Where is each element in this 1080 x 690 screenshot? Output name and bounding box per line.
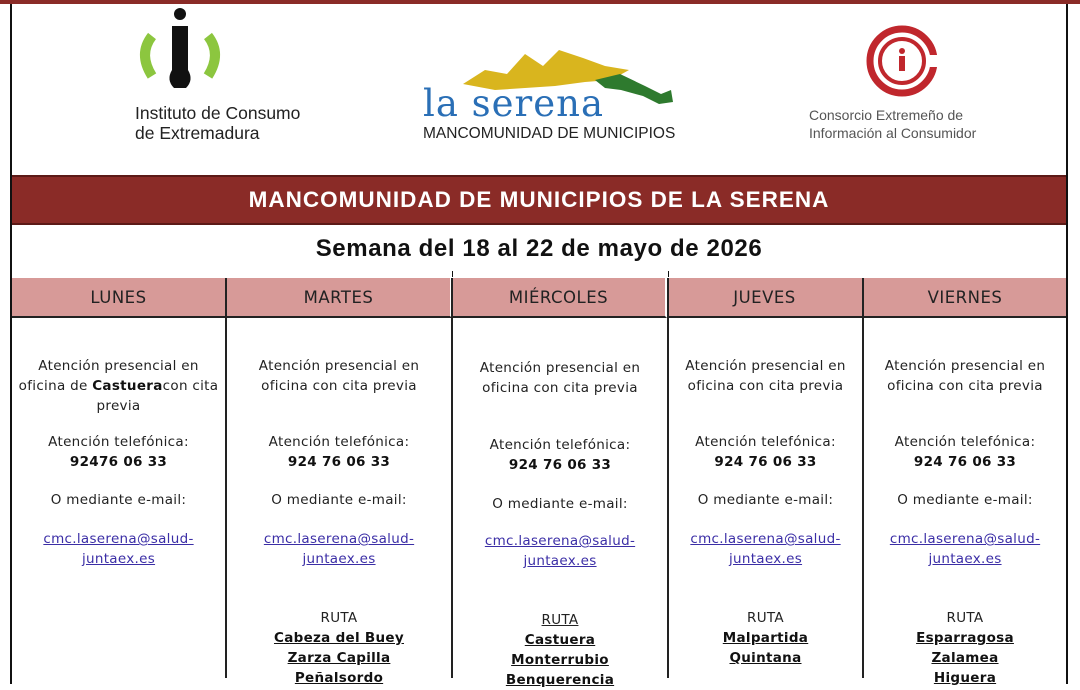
logo-right-line2: Información al Consumidor (809, 125, 977, 141)
ruta-block (669, 608, 862, 668)
ruta-town: Monterrubio (511, 652, 609, 668)
ruta-block (864, 608, 1066, 688)
presencial-text: Atención presencial en oficina con cita previa (479, 360, 641, 396)
divider-tick (452, 271, 453, 277)
week-heading: Semana del 18 al 22 de mayo de 2026 (315, 235, 763, 262)
day-header-miercoles: MIÉRCOLES (452, 278, 667, 318)
phone-number: 924 76 06 33 (508, 457, 612, 473)
email-link[interactable]: cmc.laserena@salud- juntaex.es (263, 531, 415, 567)
title-banner: MANCOMUNIDAD DE MUNICIPIOS DE LA SERENA (12, 175, 1066, 225)
logo-la-serena (415, 40, 685, 145)
logo-center-name: la serena (423, 82, 605, 125)
ruta-town: Esparragosa (916, 630, 1014, 646)
mail-label: O mediante e-mail: (50, 492, 187, 508)
day-header-lunes: LUNES (12, 278, 227, 318)
ruta-block (453, 610, 667, 690)
mail-label: O mediante e-mail: (897, 492, 1033, 508)
logo-consorcio (800, 25, 1010, 145)
day-header-viernes: VIERNES (864, 278, 1066, 318)
mail-label: O mediante e-mail: (271, 492, 407, 508)
info-circle-icon (862, 25, 942, 105)
presencial-text: Atención presencial en oficina con cita previa (685, 358, 846, 394)
logo-left-line2: de Extremadura (135, 123, 260, 143)
ruta-town: Peñalsordo (294, 670, 384, 686)
ruta-label: RUTA (320, 610, 358, 626)
email-link[interactable]: cmc.laserena@salud- juntaex.es (889, 531, 1041, 567)
mail-label: O mediante e-mail: (492, 496, 628, 512)
day-header-martes: MARTES (227, 278, 452, 318)
mail-label: O mediante e-mail: (697, 492, 834, 508)
logo-instituto-consumo (130, 6, 330, 146)
phone-number: 924 76 06 33 (714, 454, 817, 470)
logo-center-subtitle: MANCOMUNIDAD DE MUNICIPIOS (423, 125, 676, 142)
ruta-town: Higuera (933, 670, 997, 686)
logo-right-line1: Consorcio Extremeño de (809, 107, 964, 123)
ruta-town: Zalamea (931, 650, 999, 666)
divider-tick (668, 271, 669, 277)
ruta-town: Zarza Capilla (287, 650, 391, 666)
ruta-town: Benquerencia (505, 672, 615, 688)
ruta-town: Cabeza del Buey (273, 630, 404, 646)
email-link[interactable]: cmc.laserena@salud- juntaex.es (690, 531, 841, 567)
email-link[interactable]: cmc.laserena@salud- juntaex.es (484, 533, 636, 569)
ruta-town: Castuera (524, 632, 596, 648)
phone-block: Atención telefónica: 924 76 06 33 (453, 435, 667, 475)
ruta-label: RUTA (747, 610, 784, 626)
ruta-label: RUTA (946, 610, 984, 626)
phone-block: Atención telefónica: 92476 06 33 (12, 432, 225, 472)
phone-number: 924 76 06 33 (913, 454, 1017, 470)
logo-left-line1: Instituto de Consumo (135, 103, 301, 123)
presencial-text: Atención presencial en oficina con cita previa (884, 358, 1046, 394)
email-link[interactable]: cmc.laserena@salud- juntaex.es (43, 531, 194, 567)
ruta-town: Quintana (729, 650, 802, 666)
presencial-text: Atención presencial en oficina de Castueracon cita previa (18, 358, 219, 414)
phone-block: Atención telefónica: 924 76 06 33 (864, 432, 1066, 472)
phone-number: 924 76 06 33 (287, 454, 391, 470)
info-i-icon (130, 6, 240, 102)
phone-block: Atención telefónica: 924 76 06 33 (227, 432, 451, 472)
ruta-block (227, 608, 451, 688)
ruta-label: RUTA (541, 612, 579, 628)
phone-number: 92476 06 33 (69, 454, 168, 470)
presencial-text: Atención presencial en oficina con cita previa (258, 358, 420, 394)
ruta-town: Malpartida (722, 630, 809, 646)
day-header-jueves: JUEVES (667, 278, 864, 318)
phone-block: Atención telefónica: 924 76 06 33 (669, 432, 862, 472)
